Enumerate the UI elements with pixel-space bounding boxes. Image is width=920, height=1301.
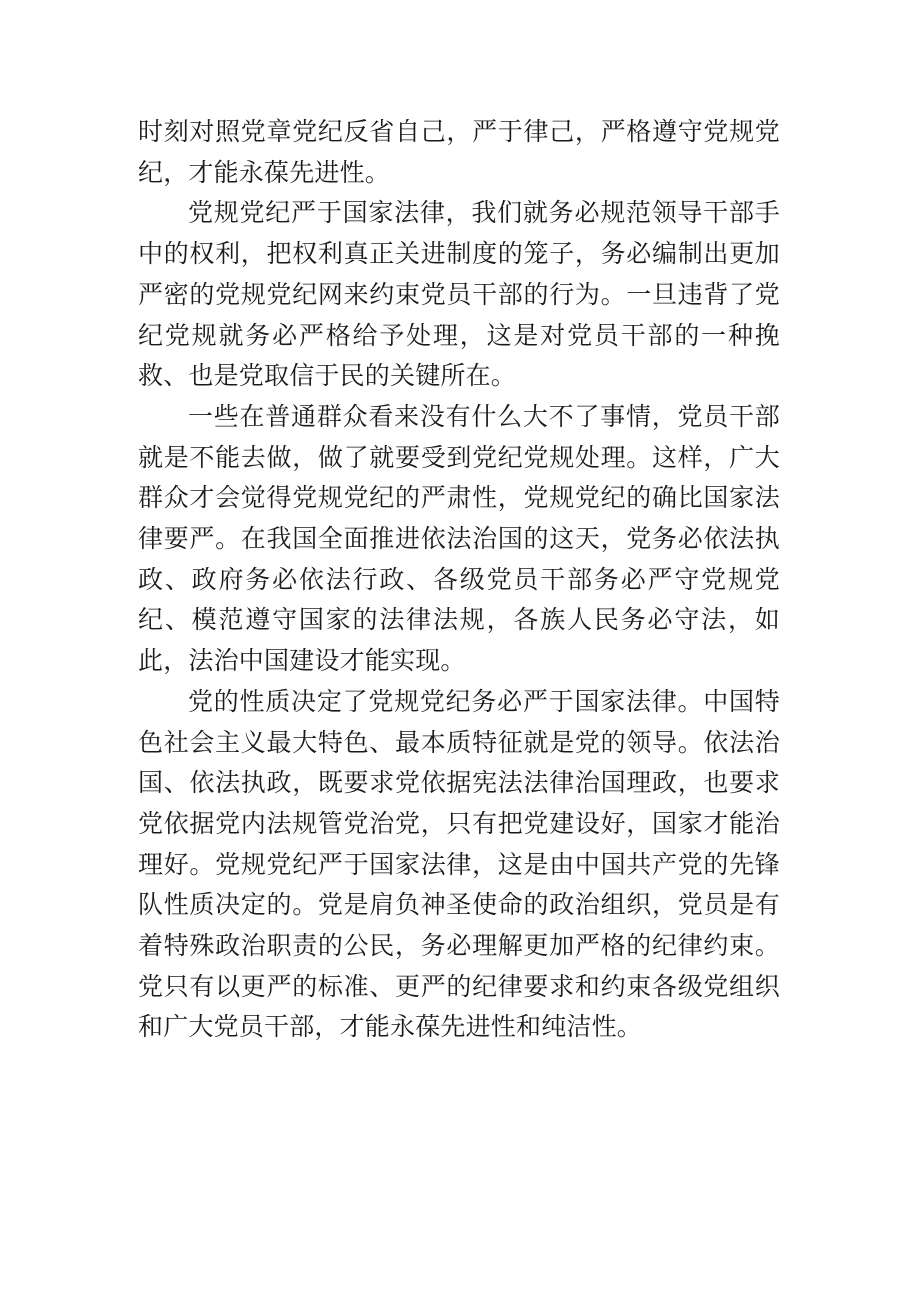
document-body <box>138 112 780 1048</box>
paragraph: 党规党纪严于国家法律，我们就务必规范领导干部手中的权利，把权利真正关进制度的笼子，务必编制出更加严密的党规党纪网来约束党员干部的行为。一旦违背了党纪党规就务必严格给予处理，这是对党员干部的一种挽救、也是党取信于民的关键所在。 <box>138 198 780 391</box>
paragraph-continued: 时刻对照党章党纪反省自己，严于律己，严格遵守党规党纪，才能永葆先进性。 <box>138 117 780 187</box>
paragraph: 一些在普通群众看来没有什么大不了事情，党员干部就是不能去做，做了就要受到党纪党规处理。这样，广大群众才会觉得党规党纪的严肃性，党规党纪的确比国家法律要严。在我国全面推进依法治国的这天，党务必依法执政、政府务必依法行政、各级党员干部务必严守党规党纪、模范遵守国家的法律法规，各族人民务必守法，如此，法治中国建设才能实现。 <box>138 401 780 676</box>
paragraph: 党的性质决定了党规党纪务必严于国家法律。中国特色社会主义最大特色、最本质特征就是党的领导。依法治国、依法执政，既要求党依据宪法法律治国理政，也要求党依据党内法规管党治党，只有把党建设好，国家才能治理好。党规党纪严于国家法律，这是由中国共产党的先锋队性质决定的。党是肩负神圣使命的政治组织，党员是有着特殊政治职责的公民，务必理解更加严格的纪律约束。党只有以更严的标准、更严的纪律要求和约束各级党组织和广大党员干部，才能永葆先进性和纯洁性。 <box>138 686 780 1042</box>
